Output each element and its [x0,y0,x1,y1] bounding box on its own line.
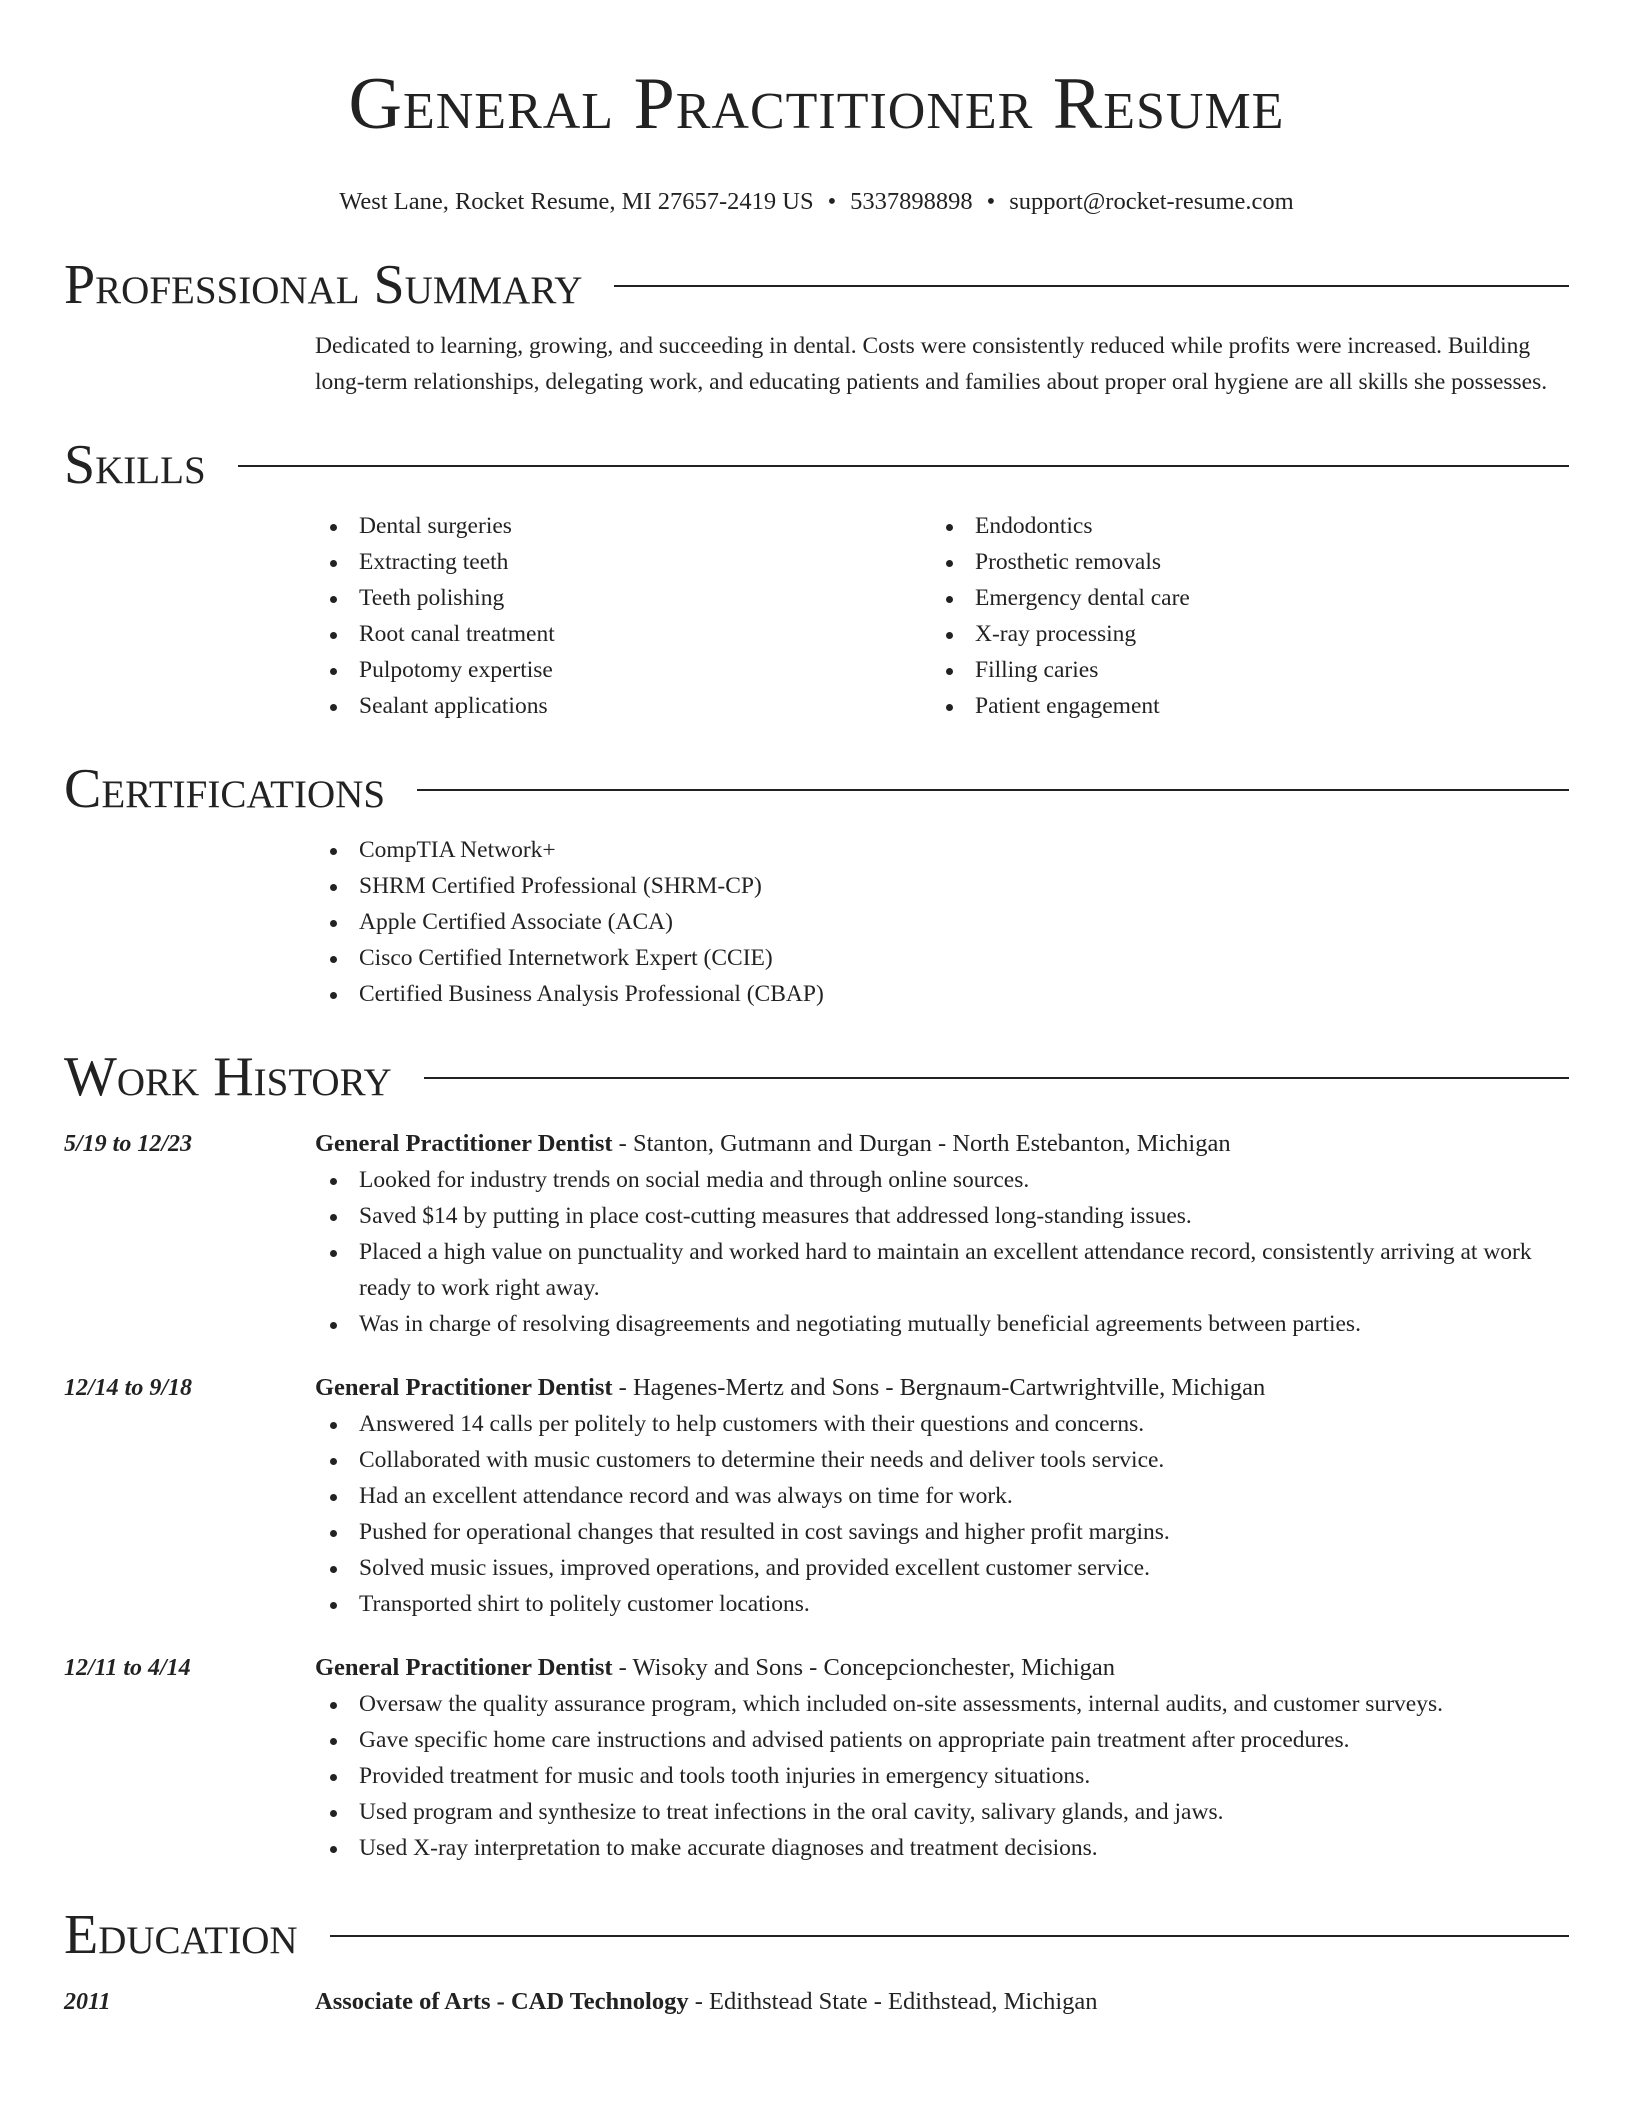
certifications-section-header [64,754,1569,824]
summary-heading: Professional Summary [64,254,583,316]
contact-phone: 5337898898 [850,188,973,215]
work-bullet: Saved $14 by putting in place cost-cutting measures that addressed long-standing issues. [359,1198,1569,1234]
work-entry-bullets [315,1406,1569,1622]
work-entry-header [315,1126,1569,1162]
work-bullet: Used program and synthesize to treat infections in the oral cavity, salivary glands, and jaws. [359,1794,1569,1830]
skill-item: Pulpotomy expertise [359,652,931,688]
work-bullet: Was in charge of resolving disagreements and negotiating mutually beneficial agreements between parties. [359,1306,1569,1342]
work-bullet: Placed a high value on punctuality and worked hard to maintain an excellent attendance record, consistently arriving at work ready to work right away. [359,1234,1569,1306]
skill-item: Teeth polishing [359,580,931,616]
work-bullet: Looked for industry trends on social media and through online sources. [359,1162,1569,1198]
skill-item: Prosthetic removals [975,544,1547,580]
skill-item: Root canal treatment [359,616,931,652]
skill-item: Dental surgeries [359,508,931,544]
certifications-list [315,832,1569,1012]
work-bullet: Gave specific home care instructions and advised patients on appropriate pain treatment after procedures. [359,1722,1569,1758]
contact-separator: • [827,188,837,215]
skills-heading: Skills [64,434,206,496]
certification-item: Certified Business Analysis Professional (CBAP) [359,976,1569,1012]
work-entry-header [315,1370,1569,1406]
summary-section [315,328,1569,400]
certification-item: SHRM Certified Professional (SHRM-CP) [359,868,1569,904]
work-entry-bullets [315,1162,1569,1342]
education-entry-dates: 2011 [64,1989,111,2015]
work-entry-role: General Practitioner Dentist [315,1654,613,1681]
skill-item: Endodontics [975,508,1547,544]
work-bullet: Pushed for operational changes that resulted in cost savings and higher profit margins. [359,1514,1569,1550]
summary-text: Dedicated to learning, growing, and succeeding in dental. Costs were consistently reduced while profits were increased. Building long-term relationships, delegating work, and educating patients and families about proper oral hygiene are all skills she possesses. [315,333,1548,395]
section-divider [614,285,1569,287]
education-entry-header [315,1984,1569,2020]
work-bullet: Used X-ray interpretation to make accurate diagnoses and treatment decisions. [359,1830,1569,1866]
certification-item: CompTIA Network+ [359,832,1569,868]
work-entry-bullets [315,1686,1569,1866]
skills-left-list [315,508,931,724]
section-divider [238,465,1569,467]
work-bullet: Provided treatment for music and tools tooth injuries in emergency situations. [359,1758,1569,1794]
work-entry-role: General Practitioner Dentist [315,1374,613,1401]
work-entry-body [315,1650,1569,1866]
education-entry-body [315,1984,1569,2020]
education-entry-school: - Edithstead State - Edithstead, Michigan [688,1988,1098,2015]
skill-item: Filling caries [975,652,1547,688]
skill-item: Patient engagement [975,688,1547,724]
work-bullet: Oversaw the quality assurance program, which included on-site assessments, internal audits, and customer surveys. [359,1686,1569,1722]
skills-column-right [931,508,1547,724]
work-heading: Work History [64,1046,392,1108]
contact-line [64,186,1569,218]
work-entry-dates: 5/19 to 12/23 [64,1131,193,1157]
certifications-heading: Certifications [64,758,386,820]
work-bullet: Answered 14 calls per politely to help customers with their questions and concerns. [359,1406,1569,1442]
skill-item: Emergency dental care [975,580,1547,616]
education-entry-degree: Associate of Arts - CAD Technology [315,1988,689,2015]
certification-item: Cisco Certified Internetwork Expert (CCIE) [359,940,1569,976]
work-entry-header [315,1650,1569,1686]
section-divider [330,1935,1569,1937]
contact-separator: • [986,188,996,215]
page-title: General Practitioner Resume [348,63,1285,145]
work-history-list [64,1126,1569,1866]
work-entry-dates: 12/11 to 4/14 [64,1655,191,1681]
section-divider [424,1077,1569,1079]
skills-list [315,508,1569,724]
summary-section-header [64,250,1569,320]
work-entry-employer: - Hagenes-Mertz and Sons - Bergnaum-Cartwrightville, Michigan [612,1374,1266,1401]
work-section-header [64,1042,1569,1112]
education-list [64,1984,1569,2020]
work-entry-employer: - Stanton, Gutmann and Durgan - North Estebanton, Michigan [612,1130,1231,1157]
education-section-header [64,1900,1569,1970]
work-entry [64,1650,1569,1866]
work-bullet: Transported shirt to politely customer locations. [359,1586,1569,1622]
skills-right-list [931,508,1547,724]
section-divider [417,789,1569,791]
skills-column-left [315,508,931,724]
skill-item: Extracting teeth [359,544,931,580]
work-bullet: Solved music issues, improved operations, and provided excellent customer service. [359,1550,1569,1586]
contact-email[interactable]: support@rocket-resume.com [1009,188,1294,215]
certification-item: Apple Certified Associate (ACA) [359,904,1569,940]
work-entry-employer: - Wisoky and Sons - Concepcionchester, Michigan [612,1654,1116,1681]
contact-address: West Lane, Rocket Resume, MI 27657-2419 US [339,188,814,215]
work-entry-dates: 12/14 to 9/18 [64,1375,193,1401]
work-bullet: Had an excellent attendance record and was always on time for work. [359,1478,1569,1514]
education-heading: Education [64,1904,298,1966]
work-entry-body [315,1126,1569,1342]
work-entry [64,1126,1569,1342]
certifications-section [315,832,1569,1012]
skill-item: Sealant applications [359,688,931,724]
skills-section-header [64,430,1569,500]
work-bullet: Collaborated with music customers to determine their needs and deliver tools service. [359,1442,1569,1478]
work-entry-role: General Practitioner Dentist [315,1130,613,1157]
education-entry [64,1984,1569,2020]
skill-item: X-ray processing [975,616,1547,652]
work-entry [64,1370,1569,1622]
work-entry-body [315,1370,1569,1622]
